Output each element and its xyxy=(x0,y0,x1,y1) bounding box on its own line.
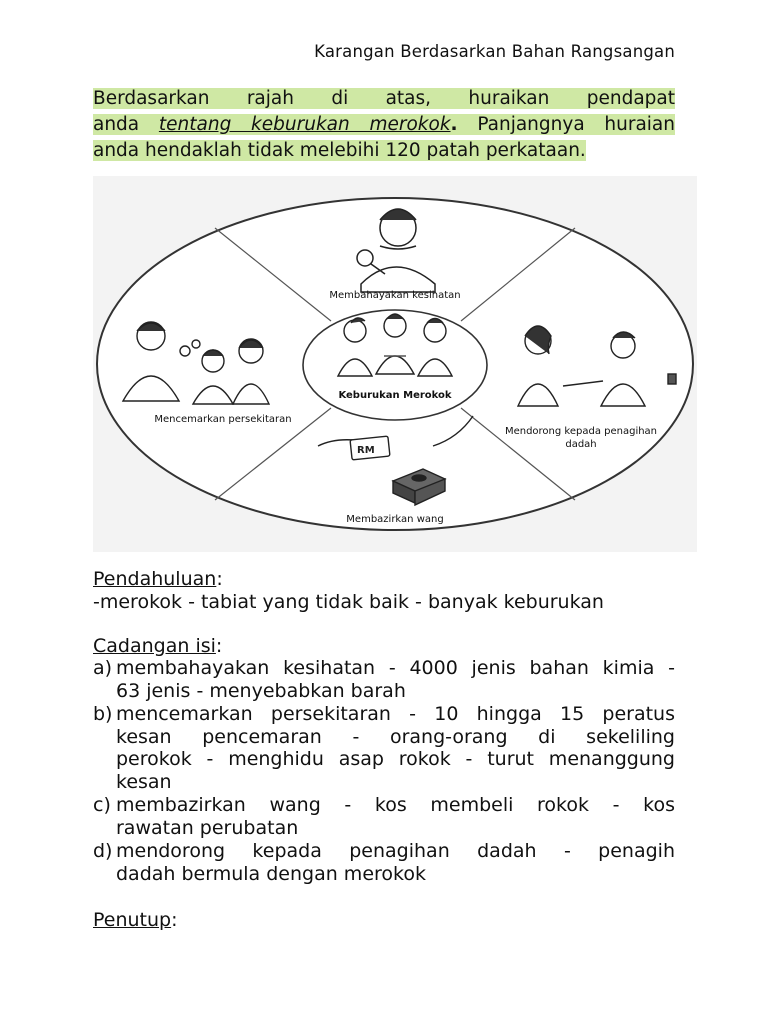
points-title-colon: : xyxy=(215,635,223,657)
intro-title-text: Pendahuluan xyxy=(93,568,217,590)
point-item xyxy=(93,794,675,839)
bottom-label: Membazirkan wang xyxy=(346,514,444,525)
prompt-line-2-post: Panjangnya huraian xyxy=(457,114,675,135)
point-label: a) xyxy=(93,657,113,679)
point-line: perokok - menghidu asap rokok - turut menanggung xyxy=(116,748,675,770)
point-label: c) xyxy=(93,794,111,816)
prompt-topic-dot: . xyxy=(450,114,458,135)
intro-text: -merokok - tabiat yang tidak baik - banyak keburukan xyxy=(93,591,604,613)
money-label: RM xyxy=(357,445,375,456)
prompt-line-3: anda hendaklah tidak melebihi 120 patah perkataan. xyxy=(93,140,586,161)
prompt-paragraph xyxy=(93,86,675,164)
closing-title-text: Penutup xyxy=(93,909,172,931)
page-header: Karangan Berdasarkan Bahan Rangsangan xyxy=(314,42,675,61)
point-label: b) xyxy=(93,703,113,725)
stimulus-figure xyxy=(93,176,697,552)
closing-title xyxy=(93,908,178,932)
point-line: kesan pencemaran - orang-orang di sekeliling xyxy=(116,725,675,748)
intro-title xyxy=(93,567,223,591)
point-label: d) xyxy=(93,840,113,862)
center-label: Keburukan Merokok xyxy=(338,390,452,401)
closing-title-colon: : xyxy=(171,909,178,931)
point-item xyxy=(93,703,675,793)
intro-title-colon: : xyxy=(216,568,223,590)
point-line: kesan xyxy=(116,770,172,793)
point-line: membahayakan kesihatan - 4000 jenis bahan kimia - xyxy=(116,657,675,679)
point-item xyxy=(93,657,675,702)
point-item xyxy=(93,840,675,885)
point-line: 63 jenis - menyebabkan barah xyxy=(116,679,406,702)
stimulus-diagram xyxy=(93,176,697,552)
points-title xyxy=(93,634,222,658)
points-title-text: Cadangan isi xyxy=(93,635,216,657)
point-line: rawatan perubatan xyxy=(116,816,299,839)
prompt-line-2-pre: anda xyxy=(93,114,159,135)
right-label-1: Mendorong kepada penagihan xyxy=(504,426,658,437)
left-label: Mencemarkan persekitaran xyxy=(154,414,292,425)
point-line: membazirkan wang - kos membeli rokok - kos xyxy=(116,794,675,816)
right-label-2: dadah xyxy=(565,439,597,450)
prompt-topic: tentang keburukan merokok xyxy=(158,114,451,135)
point-line: dadah bermula dengan merokok xyxy=(116,862,426,885)
prompt-line-1: Berdasarkan rajah di atas, huraikan pendapat xyxy=(93,88,675,109)
point-line: mendorong kepada penagihan dadah - penagih xyxy=(116,840,675,862)
point-line: mencemarkan persekitaran - 10 hingga 15 peratus xyxy=(116,703,675,725)
top-label: Membahayakan kesihatan xyxy=(329,290,461,301)
